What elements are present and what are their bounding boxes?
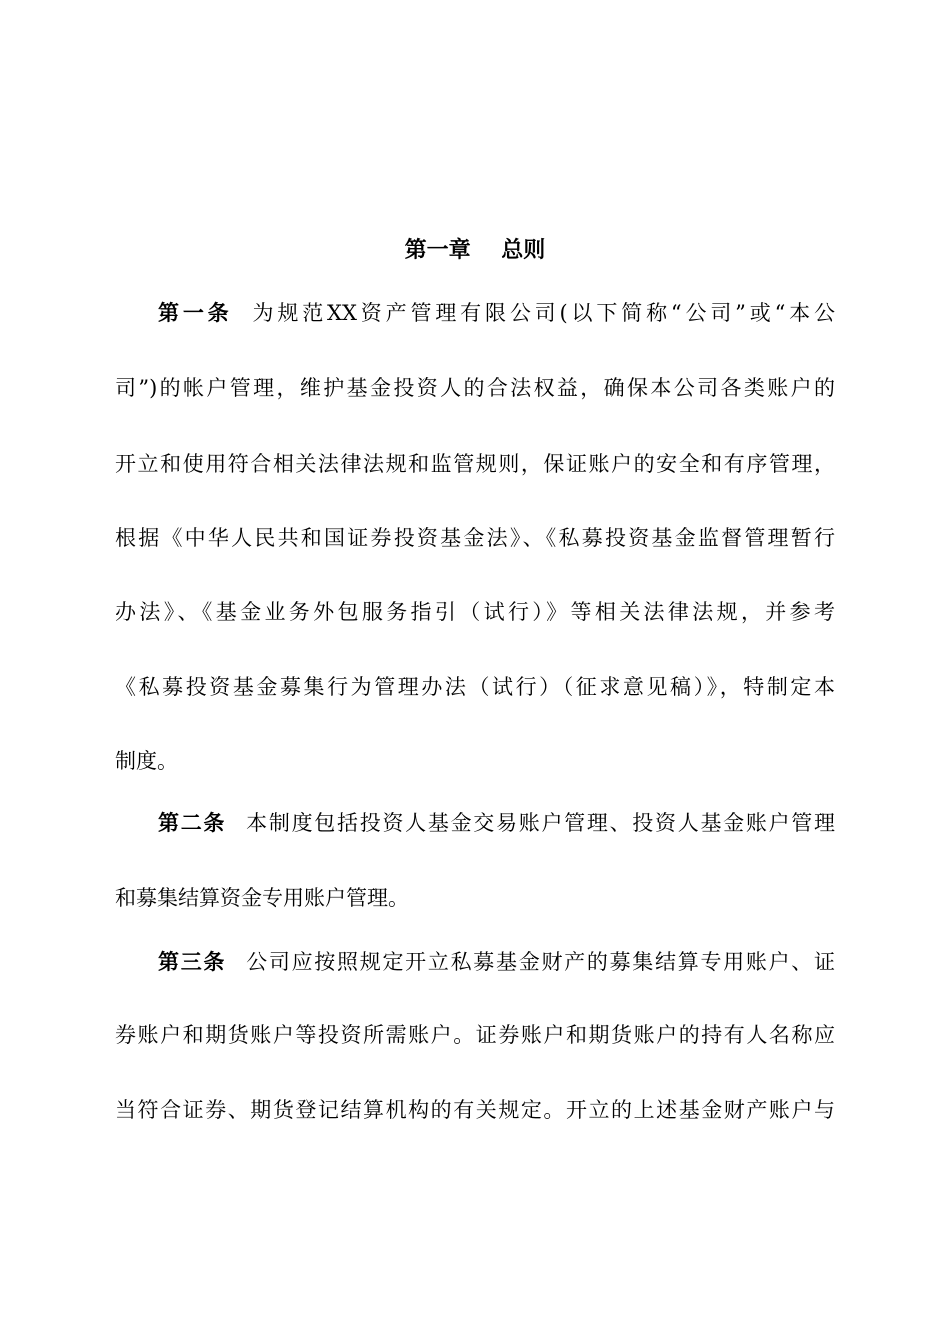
article-1-line-1 [158, 295, 835, 331]
article-2-line-2: 和募集结算资金专用账户管理。 [115, 886, 409, 910]
article-1-line-6: 《私募投资基金募集行为管理办法（试行）（征求意见稿）》，特制定本 [115, 675, 835, 699]
article-2-line-1 [158, 805, 835, 841]
chapter-title: 第一章 总则 [404, 237, 546, 263]
article-1-line-2: 司”)的帐户管理，维护基金投资人的合法权益，确保本公司各类账户的 [115, 376, 835, 400]
article-1-line-7: 制度。 [115, 749, 178, 773]
article-3-text-1: 公司应按照规定开立私募基金财产的募集结算专用账户、证 [246, 950, 836, 974]
article-3-label: 第三条 [158, 949, 227, 974]
article-3-line-3: 当符合证券、期货登记结算机构的有关规定。开立的上述基金财产账户与 [115, 1098, 835, 1122]
article-3-line-1 [158, 944, 835, 980]
article-3-line-2: 券账户和期货账户等投资所需账户。证券账户和期货账户的持有人名称应 [115, 1023, 835, 1047]
article-1-line-4: 根据《中华人民共和国证券投资基金法》、《私募投资基金监督管理暂行 [115, 526, 835, 550]
article-1-label: 第一条 [158, 300, 233, 325]
article-1-text-1: 为规范XX资产管理有限公司(以下简称“公司”或“本公 [252, 301, 835, 325]
article-1-line-3: 开立和使用符合相关法律法规和监管规则，保证账户的安全和有序管理， [115, 452, 835, 476]
article-2-label: 第二条 [158, 810, 227, 835]
article-1-line-5: 办法》、《基金业务外包服务指引（试行）》等相关法律法规，并参考 [115, 600, 835, 624]
article-2-text-1: 本制度包括投资人基金交易账户管理、投资人基金账户管理 [246, 811, 836, 835]
